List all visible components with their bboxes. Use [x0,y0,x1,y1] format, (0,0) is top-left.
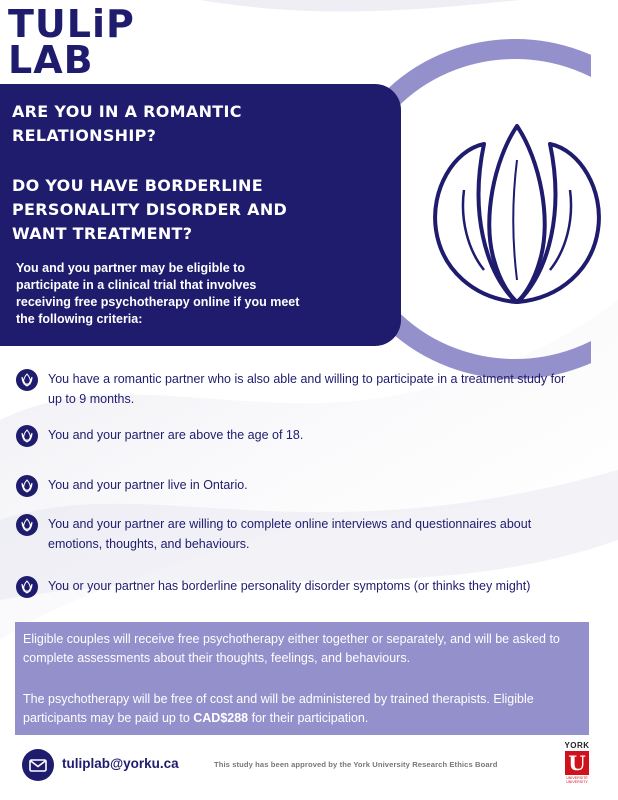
criterion-text: You and your partner live in Ontario. [48,478,248,492]
hero-panel [0,84,401,346]
criterion-text: You and your partner are above the age of 18. [48,428,304,442]
info-paragraph-2-end: for their participation. [248,711,369,725]
criterion-4 [16,514,576,554]
headline-bpd: DO YOU HAVE BORDERLINE PERSONALITY DISORDER AND WANT TREATMENT? [12,176,288,243]
york-subtext: UNIVERSITÉ UNIVERSITY [566,776,588,784]
york-university-logo [562,741,592,793]
info-panel [15,622,589,735]
payment-amount: CAD$288 [193,711,249,725]
headline-relationship: ARE YOU IN A ROMANTIC RELATIONSHIP? [12,102,242,145]
criterion-3 [16,475,576,497]
info-paragraph-2-text: The psychotherapy will be free of cost and will be administered by trained therapists. Eligible participants may be paid up to [23,692,534,725]
logo-line-1: TULiP [8,2,135,46]
york-u-mark: U [565,751,589,775]
tulip-icon [16,369,38,391]
york-wordmark: YORK [564,741,590,750]
criterion-text: You and your partner are willing to complete online interviews and questionnaires about emotions, thoughts, and behaviours. [48,517,532,551]
logo-line-2: LAB [8,38,94,82]
info-paragraph-1: Eligible couples will receive free psychotherapy either together or separately, and will be asked to complete assessments about their thoughts, feelings, and behaviours. [23,632,560,665]
tulip-lab-logo [8,2,135,82]
criterion-2 [16,425,576,447]
eligibility-intro: You and you partner may be eligible to participate in a clinical trial that involves receiving free psychotherapy online if you meet the following criteria: [16,261,300,326]
tulip-icon [16,475,38,497]
criterion-1 [16,369,576,409]
tulip-illustration [424,120,610,310]
tulip-icon [16,425,38,447]
ethics-approval-note: This study has been approved by the York University Research Ethics Board [214,760,498,769]
mail-icon [22,749,54,781]
criterion-5 [16,576,576,598]
criterion-text: You or your partner has borderline personality disorder symptoms (or thinks they might) [48,579,531,593]
criterion-text: You have a romantic partner who is also able and willing to participate in a treatment study for up to 9 months. [48,372,566,406]
info-paragraph-2 [15,690,589,728]
tulip-icon [16,576,38,598]
contact-email-link[interactable]: tuliplab@yorku.ca [62,756,179,771]
tulip-icon [16,514,38,536]
